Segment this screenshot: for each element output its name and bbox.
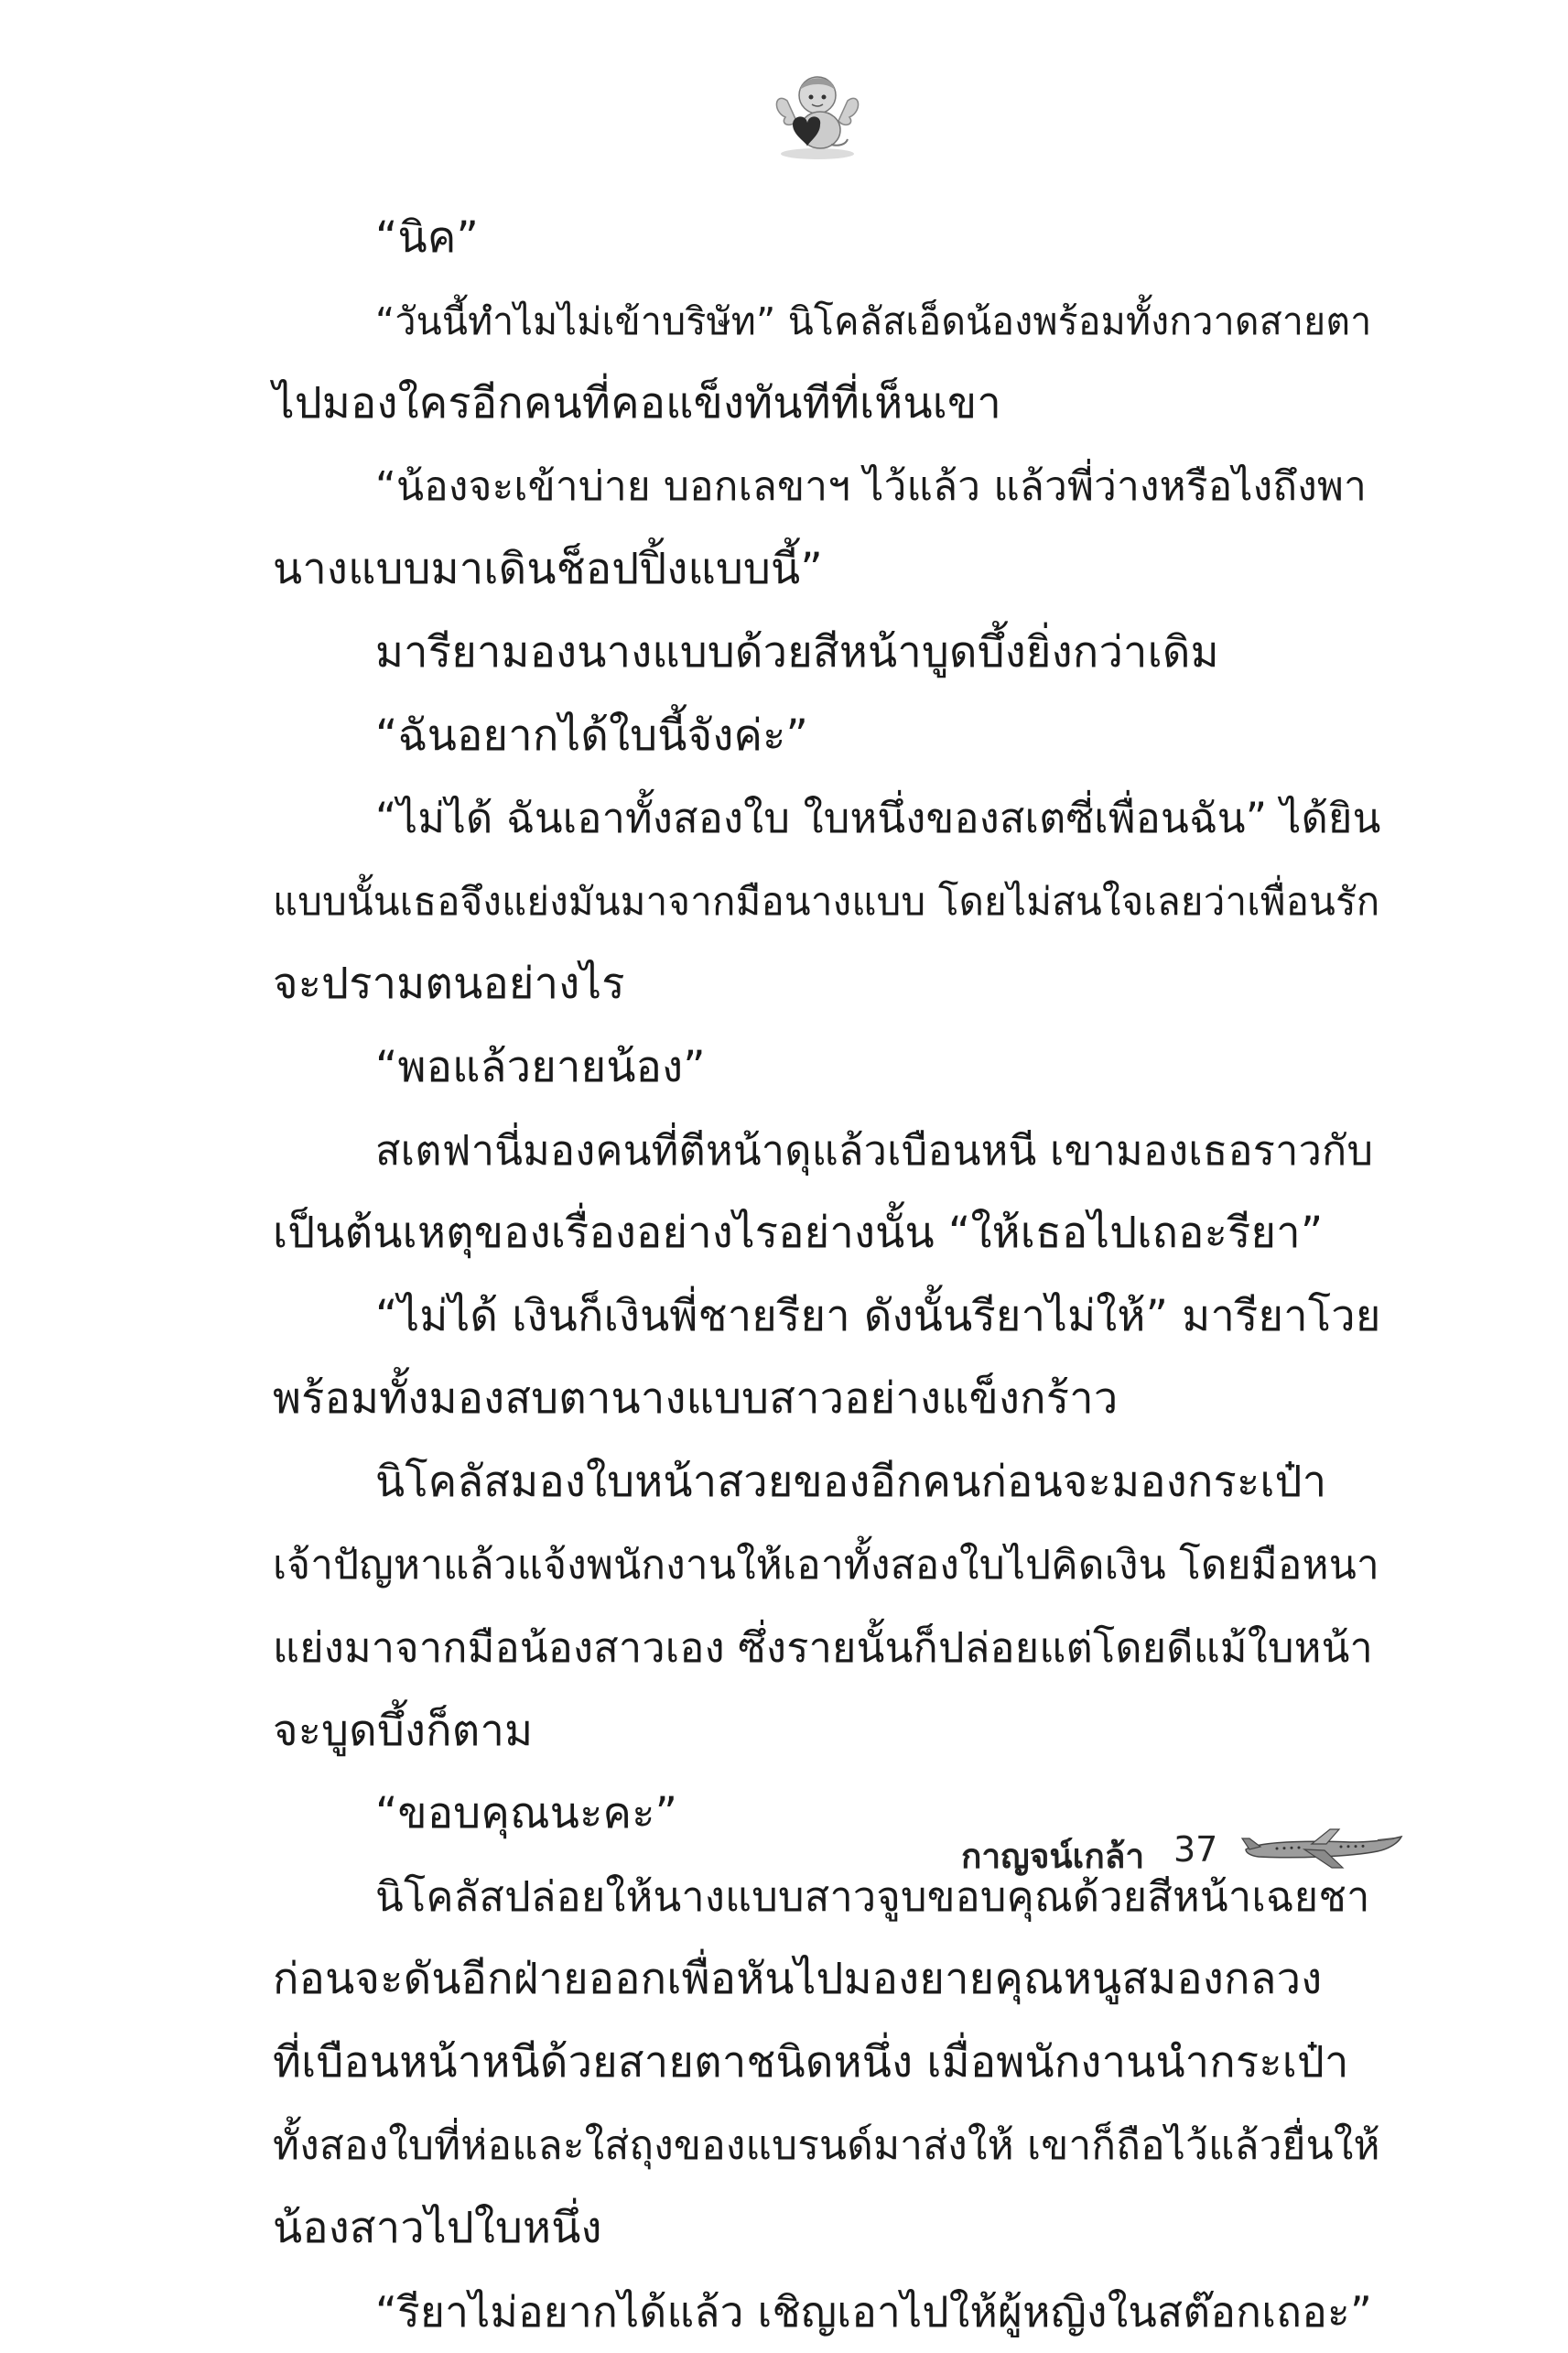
story-text-body — [273, 197, 1382, 2353]
text-line: “น้องจะเข้าบ่าย บอกเลขาฯ ไว้แล้ว แล้วพี่ว่างหรือไงถึงพา — [375, 462, 1367, 510]
text-line: เป็นต้นเหตุของเรื่องอย่างไรอย่างนั้น “ให้เธอไปเถอะรียา” — [273, 1208, 1324, 1259]
text-line: เจ้าปัญหาแล้วแจ้งพนักงานให้เอาทั้งสองใบไปคิดเงิน โดยมือหนา — [273, 1541, 1379, 1589]
text-line: ไปมองใครอีกคนที่คอแข็งทันทีที่เห็นเขา — [273, 378, 1001, 429]
text-line: นิโคลัสปล่อยให้นางแบบสาวจูบขอบคุณด้วยสีหน้าเฉยชา — [375, 1871, 1370, 1921]
text-line: มารียามองนางแบบด้วยสีหน้าบูดบึ้งยิ่งกว่าเดิม — [375, 626, 1219, 678]
text-line: จะบูดบึ้งก็ตาม — [273, 1705, 534, 1756]
text-line: “วันนี้ทำไมไม่เข้าบริษัท” นิโคลัสเอ็ดน้องพร้อมทั้งกวาดสายตา — [375, 298, 1372, 343]
text-line: สเตฟานี่มองคนที่ตีหน้าดุแล้วเบือนหนี เขามองเธอราวกับ — [375, 1125, 1374, 1175]
text-line: ที่เบือนหน้าหนีด้วยสายตาชนิดหนึ่ง เมื่อพนักงานนำกระเป๋า — [273, 2037, 1349, 2088]
text-line: “ฉันอยากได้ใบนี้จังค่ะ” — [375, 710, 809, 761]
airplane-icon — [1240, 1822, 1405, 1877]
text-line: ก่อนจะดันอีกฝ่ายออกเพื่อหันไปมองยายคุณหนูสมองกลวง — [273, 1954, 1323, 2005]
text-line: นิโคลัสมองใบหน้าสวยของอีกคนก่อนจะมองกระเป๋า — [375, 1456, 1327, 1507]
text-line: น้องสาวไปใบหนึ่ง — [273, 2203, 602, 2254]
text-line: ทั้งสองใบที่ห่อและใส่ถุงของแบรนด์มาส่งให้ เขาก็ถือไว้แล้วยื่นให้ — [273, 2121, 1380, 2169]
cherub-ornament-icon — [767, 64, 868, 165]
text-line: “รียาไม่อยากได้แล้ว เชิญเอาไปให้ผู้หญิงในสต๊อกเถอะ” — [375, 2286, 1372, 2337]
text-line: “พอแล้วยายน้อง” — [375, 1041, 706, 1092]
text-line: แบบนั้นเธอจึงแย่งมันมาจากมือนางแบบ โดยไม่สนใจเลยว่าเพื่อนรัก — [273, 878, 1380, 924]
text-line: นางแบบมาเดินช็อปปิ้งแบบนี้” — [273, 544, 823, 595]
book-title: กาญจน์เกล้า — [961, 1837, 1145, 1876]
text-line: “ไม่ได้ ฉันเอาทั้งสองใบ ใบหนึ่งของสเตซี่เพื่อนฉัน” ได้ยิน — [375, 794, 1381, 843]
text-line: แย่งมาจากมือน้องสาวเอง ซึ่งรายนั้นก็ปล่อยแต่โดยดีแม้ใบหน้า — [273, 1623, 1374, 1673]
text-line: พร้อมทั้งมองสบตานางแบบสาวอย่างแข็งกร้าว — [273, 1373, 1119, 1425]
text-line: “ขอบคุณนะคะ” — [375, 1788, 678, 1839]
page-number: 37 — [1173, 1829, 1218, 1870]
text-line: “นิค” — [375, 212, 480, 263]
text-line: “ไม่ได้ เงินก็เงินพี่ชายรียา ดังนั้นรียาไม่ให้” มารียาโวย — [375, 1290, 1381, 1341]
text-line: จะปรามตนอย่างไร — [273, 959, 625, 1010]
